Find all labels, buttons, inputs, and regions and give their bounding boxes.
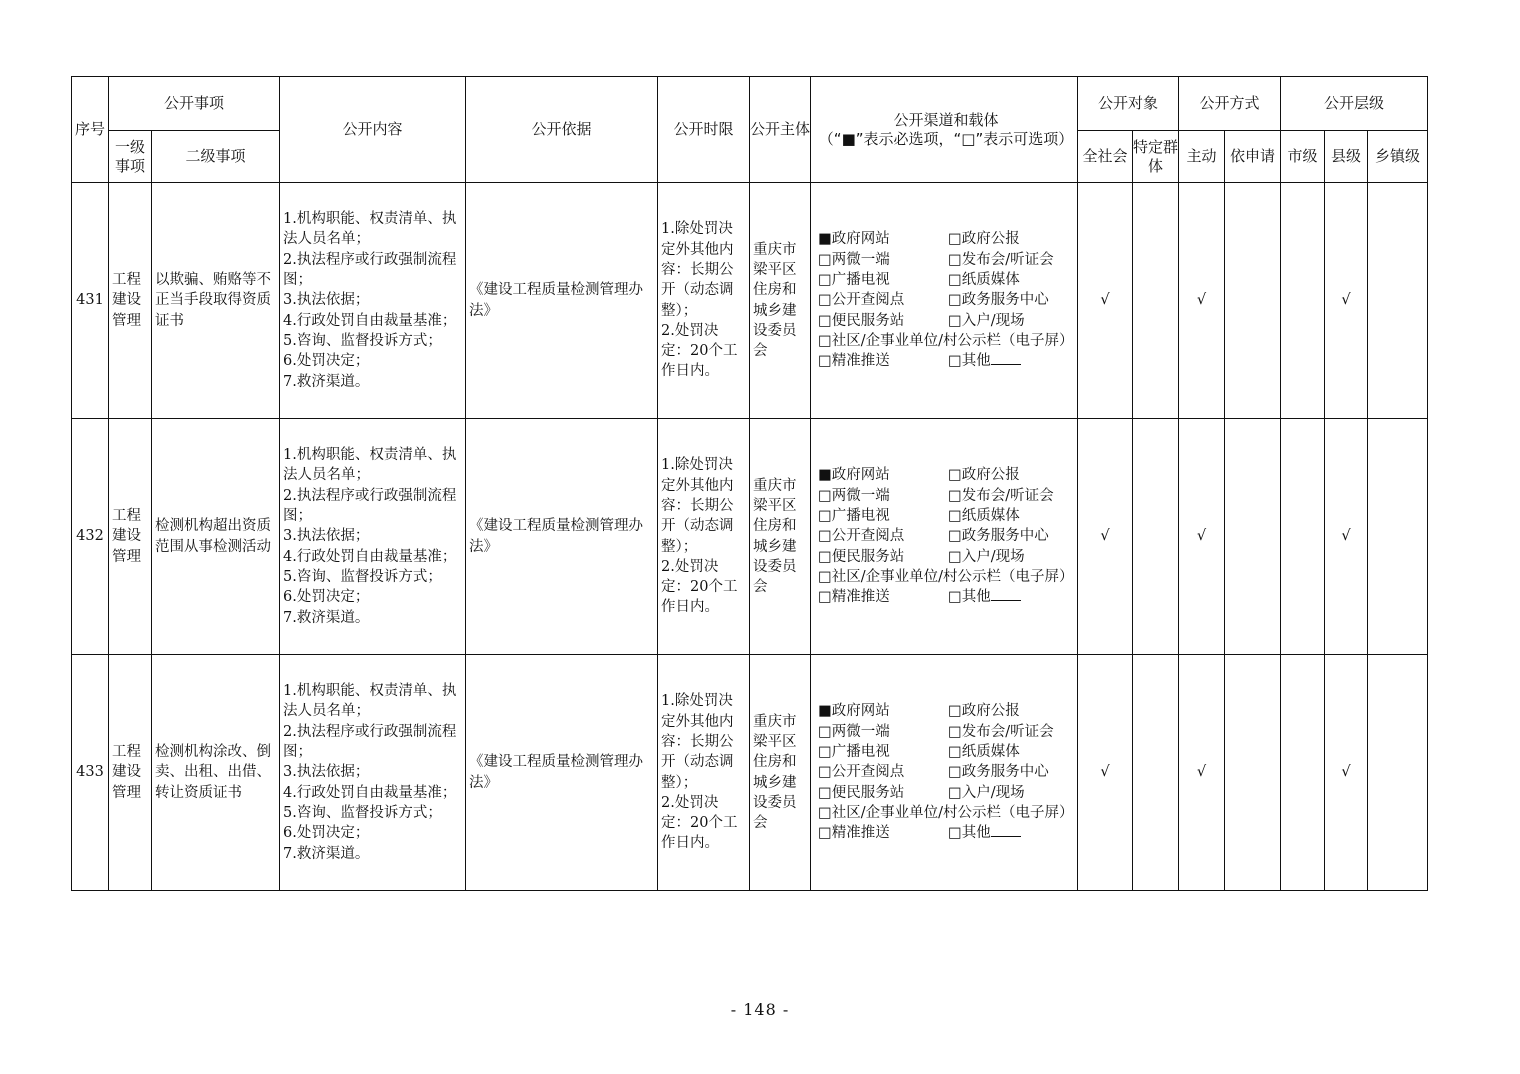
content-line: 1.机构职能、权责清单、执法人员名单；: [283, 211, 457, 248]
channel-label: □发布会/听证会: [948, 723, 1054, 740]
level1-text: 工程建设管理: [112, 272, 141, 329]
channel-label: □政务服务中心: [948, 764, 1049, 781]
level1-cell: [109, 419, 152, 655]
header-level1: 一级事项: [109, 131, 152, 183]
channel-option: [948, 351, 1076, 371]
content-line: 4.行政处罚自由裁量基准；: [283, 312, 457, 329]
level-town-cell: [1368, 183, 1428, 419]
header-level: 公开层级: [1281, 77, 1428, 131]
content-line: 3.执法依据；: [283, 528, 370, 545]
content-line: 2.执法程序或行政强制流程图；: [283, 487, 457, 525]
method-active-cell: [1179, 419, 1225, 655]
channel-label: □广播电视: [818, 744, 890, 761]
channel-option: [948, 742, 1076, 762]
timelimit-line: 1.除处罚决定外其他内容：长期公开（动态调整）；: [661, 457, 734, 555]
method-apply-cell: [1225, 183, 1281, 419]
level1-text: 工程建设管理: [112, 508, 141, 565]
channel-label: □公开查阅点: [818, 528, 905, 545]
header-timelimit: 公开时限: [658, 77, 750, 183]
channel-label: □入户/现场: [948, 548, 1025, 565]
channel-label: □社区/企事业单位/村公示栏（电子屏）: [818, 332, 1074, 349]
header-target: 公开对象: [1078, 77, 1179, 131]
check-mark: √: [1196, 528, 1207, 545]
timelimit-line: 2.处罚决定：20个工作日内。: [661, 322, 738, 380]
content-line: 4.行政处罚自由裁量基准；: [283, 548, 457, 565]
header-subject: 公开主体: [750, 77, 811, 183]
channel-label: □入户/现场: [948, 312, 1025, 329]
check-mark: √: [1100, 764, 1110, 781]
basis-text: 《建设工程质量检测管理办法》: [469, 518, 644, 555]
channel-option: [948, 465, 1076, 485]
channel-label: □便民服务站: [818, 548, 905, 565]
target-all-cell: [1078, 419, 1133, 655]
content-line: 1.机构职能、权责清单、执法人员名单；: [283, 683, 457, 720]
channel-label: ■政府网站: [818, 231, 890, 248]
channel-option: [818, 229, 948, 249]
channel-label: □政府公报: [948, 231, 1020, 248]
target-all-cell: [1078, 655, 1133, 891]
level2-cell: [152, 183, 280, 419]
header-level2: 二级事项: [152, 131, 280, 183]
basis-text: 《建设工程质量检测管理办法》: [469, 754, 644, 791]
channel-option: [818, 351, 948, 371]
channel-cell: [811, 419, 1078, 655]
channel-label: □发布会/听证会: [948, 487, 1054, 504]
channel-option: [948, 783, 1076, 803]
channel-label: □纸质媒体: [948, 744, 1020, 761]
level-town-cell: [1368, 419, 1428, 655]
channel-option: [818, 742, 948, 762]
channel-option: [818, 823, 948, 843]
header-channel-note: （“■”表示必选项，“□”表示可选项）: [818, 129, 1074, 148]
seq-number: 433: [76, 764, 104, 781]
channel-option: [818, 587, 948, 607]
check-mark: √: [1196, 764, 1207, 781]
channel-label: □政务服务中心: [948, 528, 1049, 545]
level2-cell: [152, 419, 280, 655]
content-line: 5.咨询、监督投诉方式；: [283, 568, 442, 585]
timelimit-line: 1.除处罚决定外其他内容：长期公开（动态调整）；: [661, 693, 734, 791]
level-city-cell: [1281, 183, 1325, 419]
header-level-county: 县级: [1325, 131, 1368, 183]
channel-label: □其他: [948, 825, 991, 842]
channel-label: □社区/企事业单位/村公示栏（电子屏）: [818, 804, 1074, 821]
header-method-apply: 依申请: [1225, 131, 1281, 183]
timelimit-line: 2.处罚决定：20个工作日内。: [661, 794, 738, 852]
header-basis: 公开依据: [466, 77, 658, 183]
level2-text: 检测机构涂改、倒卖、出租、出借、转让资质证书: [155, 744, 271, 801]
channel-option: [948, 486, 1076, 506]
level-county-cell: [1325, 655, 1368, 891]
channel-option: [948, 547, 1076, 567]
level1-cell: [109, 183, 152, 419]
timelimit-line: 2.处罚决定：20个工作日内。: [661, 558, 738, 616]
check-mark: √: [1341, 764, 1351, 781]
content-line: 6.处罚决定；: [283, 589, 370, 606]
channel-label: ■政府网站: [818, 467, 890, 484]
content-line: 7.救济渠道。: [283, 845, 370, 862]
header-method-active: 主动: [1179, 131, 1225, 183]
channel-label: □社区/企事业单位/村公示栏（电子屏）: [818, 568, 1074, 585]
header-target-specific: 特定群体: [1133, 131, 1179, 183]
basis-cell: [466, 655, 658, 891]
channel-label: □公开查阅点: [818, 292, 905, 309]
channel-label: □广播电视: [818, 508, 890, 525]
table-row: [72, 419, 1428, 655]
channel-label: □纸质媒体: [948, 272, 1020, 289]
channel-label: □便民服务站: [818, 312, 905, 329]
level-town-cell: [1368, 655, 1428, 891]
method-apply-cell: [1225, 655, 1281, 891]
table-row: [72, 655, 1428, 891]
timelimit-cell: [658, 183, 750, 419]
header-level-city: 市级: [1281, 131, 1325, 183]
channel-option: [818, 290, 948, 310]
target-specific-cell: [1133, 183, 1179, 419]
channel-label: □政府公报: [948, 703, 1020, 720]
content-line: 6.处罚决定；: [283, 353, 370, 370]
channel-cell: [811, 655, 1078, 891]
channel-option: [948, 526, 1076, 546]
method-active-cell: [1179, 655, 1225, 891]
channel-option: [948, 311, 1076, 331]
fill-in-blank: [991, 588, 1021, 601]
channel-label: □两微一端: [818, 251, 890, 268]
basis-cell: [466, 183, 658, 419]
channel-option: [948, 762, 1076, 782]
header-level-town: 乡镇级: [1368, 131, 1428, 183]
channel-option: [948, 823, 1076, 843]
table-row: [72, 183, 1428, 419]
channel-label: □两微一端: [818, 487, 890, 504]
channel-label: □精准推送: [818, 825, 890, 842]
channel-label: □政府公报: [948, 467, 1020, 484]
channel-label: □其他: [948, 589, 991, 606]
content-line: 5.咨询、监督投诉方式；: [283, 332, 442, 349]
check-mark: √: [1100, 528, 1110, 545]
channel-label: □精准推送: [818, 589, 890, 606]
subject-text: 重庆市梁平区住房和城乡建设委员会: [753, 713, 797, 832]
content-line: 3.执法依据；: [283, 764, 370, 781]
seq-cell: [72, 183, 109, 419]
level2-cell: [152, 655, 280, 891]
channel-option: [818, 331, 1076, 351]
header-item: 公开事项: [109, 77, 280, 131]
level-city-cell: [1281, 419, 1325, 655]
content-cell: [280, 419, 466, 655]
header-content: 公开内容: [280, 77, 466, 183]
basis-text: 《建设工程质量检测管理办法》: [469, 282, 644, 319]
level-city-cell: [1281, 655, 1325, 891]
content-line: 7.救济渠道。: [283, 373, 370, 390]
subject-cell: [750, 183, 811, 419]
content-line: 4.行政处罚自由裁量基准；: [283, 784, 457, 801]
channel-option: [948, 290, 1076, 310]
channel-option: [818, 722, 948, 742]
channel-option: [948, 250, 1076, 270]
fill-in-blank: [991, 352, 1021, 365]
content-line: 5.咨询、监督投诉方式；: [283, 804, 442, 821]
channel-label: □两微一端: [818, 723, 890, 740]
channel-option: [818, 762, 948, 782]
channel-label: ■政府网站: [818, 703, 890, 720]
timelimit-cell: [658, 655, 750, 891]
channel-option: [818, 486, 948, 506]
level1-cell: [109, 655, 152, 891]
channel-label: □发布会/听证会: [948, 251, 1054, 268]
subject-cell: [750, 655, 811, 891]
channel-option: [818, 465, 948, 485]
target-specific-cell: [1133, 419, 1179, 655]
channel-label: □便民服务站: [818, 784, 905, 801]
header-channel-title: 公开渠道和载体: [893, 110, 999, 129]
channel-option: [818, 803, 1076, 823]
channel-label: □政务服务中心: [948, 292, 1049, 309]
channel-label: □广播电视: [818, 272, 890, 289]
channel-option: [948, 229, 1076, 249]
target-specific-cell: [1133, 655, 1179, 891]
method-active-cell: [1179, 183, 1225, 419]
method-apply-cell: [1225, 419, 1281, 655]
content-line: 2.执法程序或行政强制流程图；: [283, 723, 457, 761]
level-county-cell: [1325, 183, 1368, 419]
channel-option: [818, 526, 948, 546]
subject-cell: [750, 419, 811, 655]
channel-option: [818, 311, 948, 331]
subject-text: 重庆市梁平区住房和城乡建设委员会: [753, 477, 797, 596]
level2-text: 检测机构超出资质范围从事检测活动: [155, 518, 271, 555]
level-county-cell: [1325, 419, 1368, 655]
channel-cell: [811, 183, 1078, 419]
seq-number: 432: [76, 528, 104, 545]
channel-option: [818, 250, 948, 270]
content-line: 1.机构职能、权责清单、执法人员名单；: [283, 447, 457, 484]
check-mark: √: [1341, 528, 1351, 545]
channel-list: [814, 465, 1075, 607]
header-target-all: 全社会: [1078, 131, 1133, 183]
fill-in-blank: [991, 824, 1021, 837]
channel-option: [818, 547, 948, 567]
content-line: 3.执法依据；: [283, 292, 370, 309]
channel-label: □其他: [948, 353, 991, 370]
channel-list: [814, 701, 1075, 843]
channel-option: [948, 270, 1076, 290]
channel-option: [948, 506, 1076, 526]
content-line: 6.处罚决定；: [283, 825, 370, 842]
channel-label: □纸质媒体: [948, 508, 1020, 525]
seq-number: 431: [76, 292, 104, 309]
channel-option: [818, 783, 948, 803]
subject-text: 重庆市梁平区住房和城乡建设委员会: [753, 241, 797, 360]
page-number: - 148 -: [730, 1000, 790, 1019]
level1-text: 工程建设管理: [112, 744, 141, 801]
channel-label: □入户/现场: [948, 784, 1025, 801]
header-seq: 序号: [72, 77, 109, 183]
header-channel: [811, 77, 1078, 183]
seq-cell: [72, 655, 109, 891]
target-all-cell: [1078, 183, 1133, 419]
channel-option: [948, 701, 1076, 721]
timelimit-line: 1.除处罚决定外其他内容：长期公开（动态调整）；: [661, 221, 734, 319]
check-mark: √: [1100, 292, 1110, 309]
content-line: 2.执法程序或行政强制流程图；: [283, 251, 457, 289]
channel-option: [948, 722, 1076, 742]
channel-option: [818, 567, 1076, 587]
seq-cell: [72, 419, 109, 655]
channel-option: [818, 270, 948, 290]
content-line: 7.救济渠道。: [283, 609, 370, 626]
channel-option: [818, 506, 948, 526]
channel-option: [948, 587, 1076, 607]
timelimit-cell: [658, 419, 750, 655]
channel-label: □精准推送: [818, 353, 890, 370]
channel-list: [814, 229, 1075, 371]
disclosure-table: [71, 76, 1428, 891]
content-cell: [280, 655, 466, 891]
channel-label: □公开查阅点: [818, 764, 905, 781]
header-method: 公开方式: [1179, 77, 1281, 131]
level2-text: 以欺骗、贿赂等不正当手段取得资质证书: [155, 272, 271, 329]
content-cell: [280, 183, 466, 419]
basis-cell: [466, 419, 658, 655]
check-mark: √: [1196, 292, 1207, 309]
channel-option: [818, 701, 948, 721]
check-mark: √: [1341, 292, 1351, 309]
